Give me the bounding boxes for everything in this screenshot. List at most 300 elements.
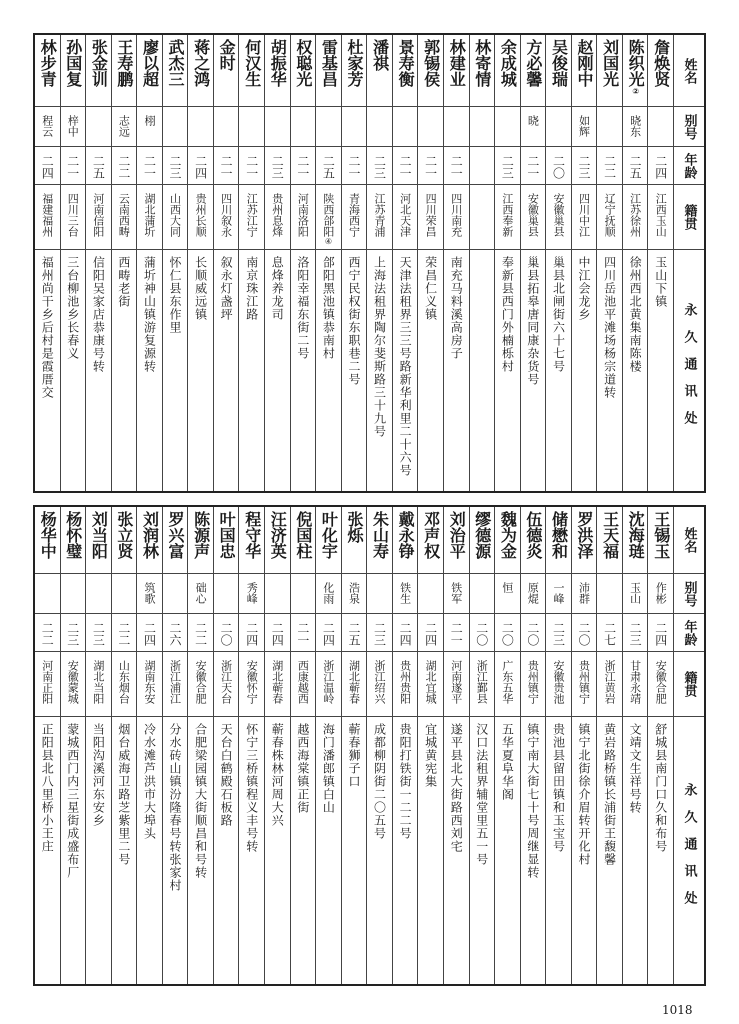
alias-text-wrap xyxy=(194,582,207,604)
origin-text-wrap xyxy=(629,193,642,237)
name-text: 孙国复 xyxy=(63,39,83,87)
name-cell xyxy=(265,35,290,107)
origin-text: 贵州贵阳 xyxy=(398,660,412,704)
address-text: 舒城县南门口久和布号 xyxy=(653,723,668,853)
age-text: 二〇 xyxy=(525,622,540,646)
name-text-wrap xyxy=(89,39,107,87)
alias-text: 程云 xyxy=(40,115,54,137)
origin-text: 贵州镇宁 xyxy=(577,660,591,704)
name-text-wrap xyxy=(217,511,235,559)
person-column xyxy=(213,35,239,491)
person-column xyxy=(35,507,60,984)
age-cell xyxy=(418,614,443,652)
origin-text: 青海西宁 xyxy=(347,193,361,237)
person-column xyxy=(647,507,673,984)
address-text: 烟台威海卫路芝紫里二号 xyxy=(116,723,131,866)
age-cell xyxy=(61,147,86,185)
age-text-wrap xyxy=(117,155,131,179)
origin-cell xyxy=(265,185,290,250)
alias-text: 晓东 xyxy=(628,115,642,137)
age-text: 二一 xyxy=(295,622,310,646)
origin-cell xyxy=(367,185,392,250)
origin-text-wrap xyxy=(424,193,437,237)
age-text: 二四 xyxy=(321,622,336,646)
address-cell xyxy=(265,717,290,984)
name-cell xyxy=(239,507,264,574)
address-cell xyxy=(648,250,673,491)
person-column xyxy=(238,507,264,984)
alias-cell xyxy=(470,574,495,614)
age-text-wrap xyxy=(475,622,489,646)
origin-text-wrap xyxy=(424,660,437,704)
address-cell xyxy=(239,250,264,491)
origin-cell xyxy=(291,652,316,717)
address-cell xyxy=(470,717,495,984)
origin-cell xyxy=(342,185,367,250)
name-cell xyxy=(444,35,469,107)
origin-cell xyxy=(163,652,188,717)
name-text: 刘润林 xyxy=(140,511,160,559)
address-text: 洛阳幸福东街二号 xyxy=(295,256,310,360)
name-text-wrap xyxy=(371,511,389,559)
alias-cell xyxy=(418,107,443,147)
origin-text: 河南正阳 xyxy=(40,660,54,704)
name-text: 程守华 xyxy=(242,511,262,559)
age-text: 二三 xyxy=(500,155,515,179)
name-text-wrap xyxy=(626,511,644,559)
origin-text-wrap xyxy=(194,193,207,237)
roster-table-upper xyxy=(33,33,706,493)
address-text: 巢县北闸街六十七号 xyxy=(551,256,566,373)
alias-text: 秀峰 xyxy=(245,582,259,604)
alias-text: 玉山 xyxy=(628,582,642,604)
alias-cell xyxy=(470,107,495,147)
age-cell xyxy=(597,147,622,185)
age-text-wrap xyxy=(500,622,514,646)
age-text: 二三 xyxy=(65,622,80,646)
address-text: 三台柳池乡长春义 xyxy=(65,256,80,360)
person-column xyxy=(187,507,213,984)
address-text-wrap xyxy=(194,723,208,879)
age-text: 二一 xyxy=(65,155,80,179)
age-cell xyxy=(367,147,392,185)
name-text: 余成城 xyxy=(498,39,518,87)
origin-text: 安徽贵池 xyxy=(551,660,565,704)
alias-cell xyxy=(61,574,86,614)
person-column xyxy=(238,35,264,491)
name-cell xyxy=(623,35,648,107)
age-text: 二二 xyxy=(602,155,617,179)
age-cell xyxy=(188,614,213,652)
name-text: 王锡玉 xyxy=(651,511,671,559)
name-text: 吴俊瑞 xyxy=(549,39,569,87)
header-address xyxy=(674,250,704,491)
name-cell xyxy=(572,35,597,107)
origin-text: 安徽合肥 xyxy=(194,660,208,704)
name-cell xyxy=(137,35,162,107)
alias-cell xyxy=(623,107,648,147)
origin-cell xyxy=(572,185,597,250)
origin-cell xyxy=(444,652,469,717)
origin-text-wrap xyxy=(194,660,207,704)
origin-text-wrap xyxy=(271,193,284,237)
header-age xyxy=(674,614,704,652)
alias-cell xyxy=(188,574,213,614)
age-text: 二四 xyxy=(193,155,208,179)
name-text-wrap xyxy=(294,511,312,559)
age-text: 二四 xyxy=(398,622,413,646)
age-text-wrap xyxy=(91,622,105,646)
header-column xyxy=(673,507,704,984)
origin-text: 浙江天台 xyxy=(219,660,233,704)
name-text: 张立贤 xyxy=(114,511,134,559)
alias-cell xyxy=(265,574,290,614)
origin-text: 四川三台 xyxy=(66,193,80,237)
header-label: 年龄 xyxy=(681,152,697,179)
origin-cell xyxy=(495,185,520,250)
origin-cell xyxy=(316,652,341,717)
age-text: 二三 xyxy=(551,622,566,646)
origin-text-wrap xyxy=(322,193,335,246)
name-text-wrap xyxy=(140,39,158,87)
age-cell xyxy=(163,614,188,652)
name-text: 陈源声 xyxy=(191,511,211,559)
origin-text: 浙江鄞县 xyxy=(475,660,489,704)
name-text-wrap xyxy=(268,39,286,87)
origin-text: 湖北蕲春 xyxy=(347,660,361,704)
header-alias xyxy=(674,574,704,614)
name-cell xyxy=(35,507,60,574)
person-column xyxy=(366,35,392,491)
age-cell xyxy=(342,614,367,652)
alias-text: 晓 xyxy=(526,115,540,126)
address-text-wrap xyxy=(117,723,131,866)
header-label: 籍贯 xyxy=(681,204,697,230)
origin-text-wrap xyxy=(526,193,539,237)
address-text-wrap xyxy=(398,256,412,477)
origin-cell xyxy=(648,185,673,250)
origin-text-wrap xyxy=(399,660,412,704)
alias-cell xyxy=(291,574,316,614)
origin-cell xyxy=(367,652,392,717)
alias-text-wrap xyxy=(654,582,667,604)
address-cell xyxy=(418,717,443,984)
alias-cell xyxy=(137,107,162,147)
origin-text-wrap xyxy=(347,193,360,237)
name-cell xyxy=(393,507,418,574)
age-text: 二一 xyxy=(423,155,438,179)
address-text: 郃阳黑池镇恭南村 xyxy=(321,256,336,360)
address-cell xyxy=(214,717,239,984)
alias-cell xyxy=(521,107,546,147)
address-cell xyxy=(239,717,264,984)
age-text-wrap xyxy=(194,155,208,179)
address-text: 玉山下镇 xyxy=(653,256,668,308)
age-cell xyxy=(188,147,213,185)
origin-text-wrap xyxy=(169,193,182,237)
name-text-wrap xyxy=(268,511,286,559)
alias-cell xyxy=(163,107,188,147)
person-column xyxy=(622,507,648,984)
name-text-wrap xyxy=(166,511,184,559)
age-text: 二五 xyxy=(321,155,336,179)
name-text: 方必馨 xyxy=(523,39,543,87)
address-text: 蕲春株林河周大兴 xyxy=(270,723,285,827)
name-text: 张金训 xyxy=(89,39,109,87)
person-column xyxy=(290,35,316,491)
origin-text-wrap xyxy=(66,660,79,704)
origin-cell xyxy=(265,652,290,717)
age-text: 二三 xyxy=(168,155,183,179)
age-cell xyxy=(546,614,571,652)
person-column xyxy=(341,35,367,491)
address-text-wrap xyxy=(526,256,540,386)
origin-text: 福建福州 xyxy=(40,193,54,237)
origin-cell xyxy=(572,652,597,717)
name-text: 倪国柱 xyxy=(293,511,313,559)
name-cell xyxy=(137,507,162,574)
name-text-wrap xyxy=(396,39,414,87)
origin-cell xyxy=(470,185,495,250)
header-label: 永久通讯处 xyxy=(681,783,697,918)
age-text-wrap xyxy=(347,155,361,179)
origin-cell xyxy=(623,185,648,250)
name-text-wrap xyxy=(115,511,133,559)
alias-text-wrap xyxy=(143,115,156,126)
alias-cell xyxy=(546,107,571,147)
address-text-wrap xyxy=(40,256,54,399)
alias-text-wrap xyxy=(117,115,130,137)
age-cell xyxy=(470,147,495,185)
address-text: 贵池县留田镇和玉宝号 xyxy=(551,723,566,853)
address-text: 怀仁县东作里 xyxy=(168,256,183,334)
age-text-wrap xyxy=(551,155,565,179)
alias-cell xyxy=(188,107,213,147)
address-text-wrap xyxy=(91,256,105,373)
address-cell xyxy=(393,250,418,491)
origin-text-wrap xyxy=(117,193,130,237)
address-cell xyxy=(61,717,86,984)
origin-text: 浙江黄岩 xyxy=(603,660,617,704)
origin-cell xyxy=(393,652,418,717)
name-cell xyxy=(572,507,597,574)
address-cell xyxy=(444,717,469,984)
name-cell xyxy=(623,507,648,574)
alias-text: 一峰 xyxy=(551,582,565,604)
origin-cell xyxy=(316,185,341,250)
origin-cell xyxy=(546,185,571,250)
address-text-wrap xyxy=(142,723,156,840)
origin-text: 河南遂平 xyxy=(449,660,463,704)
alias-cell xyxy=(623,574,648,614)
name-text: 林步青 xyxy=(38,39,58,87)
alias-text: 梓中 xyxy=(66,115,80,137)
address-text-wrap xyxy=(245,723,259,853)
origin-cell xyxy=(188,652,213,717)
address-cell xyxy=(291,717,316,984)
origin-text-wrap xyxy=(220,193,233,237)
origin-text-wrap xyxy=(603,193,616,237)
name-text-wrap xyxy=(447,39,465,87)
address-text: 遂平县北大街路西刘宅 xyxy=(449,723,464,853)
origin-text-wrap xyxy=(322,660,335,704)
age-text-wrap xyxy=(500,155,514,179)
name-text: 缪德源 xyxy=(472,511,492,559)
origin-cell xyxy=(35,652,60,717)
address-text-wrap xyxy=(168,256,182,334)
person-column xyxy=(545,507,571,984)
person-column xyxy=(494,507,520,984)
name-text: 邓声权 xyxy=(421,511,441,559)
header-label: 永久通讯处 xyxy=(681,303,697,438)
person-column xyxy=(469,507,495,984)
age-text-wrap xyxy=(398,622,412,646)
address-cell xyxy=(444,250,469,491)
address-text-wrap xyxy=(219,256,233,321)
age-cell xyxy=(86,614,111,652)
age-text-wrap xyxy=(526,155,540,179)
person-column xyxy=(417,507,443,984)
person-column xyxy=(417,35,443,491)
address-text: 宜城黄宪集 xyxy=(423,723,438,788)
origin-text: 浙江绍兴 xyxy=(373,660,387,704)
address-text-wrap xyxy=(449,256,463,360)
alias-cell xyxy=(239,107,264,147)
alias-text-wrap xyxy=(578,115,591,137)
name-text: 储懋和 xyxy=(549,511,569,559)
header-label: 别号 xyxy=(681,580,697,607)
address-text: 西畴老街 xyxy=(116,256,131,308)
origin-text-wrap xyxy=(399,193,412,237)
address-text: 蕲春狮子口 xyxy=(346,723,361,788)
alias-cell xyxy=(521,574,546,614)
name-text: 金时 xyxy=(217,39,237,71)
age-text: 二一 xyxy=(525,155,540,179)
age-text-wrap xyxy=(373,155,387,179)
age-text-wrap xyxy=(526,622,540,646)
name-cell xyxy=(214,35,239,107)
address-cell xyxy=(572,717,597,984)
alias-cell xyxy=(163,574,188,614)
age-cell xyxy=(597,614,622,652)
name-cell xyxy=(188,35,213,107)
address-text-wrap xyxy=(219,723,233,827)
alias-text: 栩 xyxy=(142,115,156,126)
person-column xyxy=(341,507,367,984)
name-text-wrap xyxy=(473,39,491,87)
alias-text: 原焜 xyxy=(526,582,540,604)
name-cell xyxy=(163,35,188,107)
name-text: 杨怀璧 xyxy=(63,511,83,559)
address-text-wrap xyxy=(270,256,284,321)
person-column xyxy=(443,507,469,984)
address-text: 南京珠江路 xyxy=(244,256,259,321)
origin-cell xyxy=(86,652,111,717)
alias-text-wrap xyxy=(501,582,514,593)
person-column xyxy=(60,507,86,984)
origin-text-wrap xyxy=(552,660,565,704)
origin-text-wrap xyxy=(578,660,591,704)
origin-text: 江西玉山 xyxy=(654,193,668,237)
address-text-wrap xyxy=(551,723,565,853)
origin-text-wrap xyxy=(245,193,258,237)
age-text-wrap xyxy=(321,155,335,179)
address-text: 蒲圻神山镇游复源转 xyxy=(142,256,157,373)
age-text: 二四 xyxy=(423,622,438,646)
age-cell xyxy=(393,147,418,185)
name-cell xyxy=(495,507,520,574)
age-text: 二三 xyxy=(372,622,387,646)
alias-cell xyxy=(572,107,597,147)
address-cell xyxy=(367,717,392,984)
address-text-wrap xyxy=(296,723,310,814)
age-cell xyxy=(35,147,60,185)
address-text: 天津法租界三三号路新华利里二十六号 xyxy=(398,256,413,477)
name-text: 陈织光 xyxy=(626,39,646,87)
origin-cell xyxy=(521,652,546,717)
origin-cell xyxy=(61,652,86,717)
alias-cell xyxy=(316,107,341,147)
name-text: 詹焕贤 xyxy=(651,39,671,87)
name-text: 刘治平 xyxy=(447,511,467,559)
name-text: 林建业 xyxy=(447,39,467,87)
address-cell xyxy=(163,250,188,491)
origin-text-wrap xyxy=(654,660,667,704)
name-cell xyxy=(597,35,622,107)
alias-text-wrap xyxy=(245,582,258,604)
age-text: 二三 xyxy=(91,622,106,646)
footnote-marker: ② xyxy=(631,87,641,96)
address-text-wrap xyxy=(347,723,361,788)
origin-text-wrap xyxy=(296,193,309,237)
name-text-wrap xyxy=(575,39,593,87)
address-text: 蒙城西门内三星街成盛布厂 xyxy=(65,723,80,879)
address-cell xyxy=(86,250,111,491)
origin-text: 河南信阳 xyxy=(91,193,105,237)
alias-text: 铁生 xyxy=(398,582,412,604)
name-cell xyxy=(444,507,469,574)
address-cell xyxy=(648,717,673,984)
origin-text: 四川中江 xyxy=(577,193,591,237)
alias-cell xyxy=(648,574,673,614)
age-text-wrap xyxy=(424,622,438,646)
alias-cell xyxy=(214,107,239,147)
header-column xyxy=(673,35,704,491)
age-cell xyxy=(112,614,137,652)
name-cell xyxy=(367,35,392,107)
origin-text-wrap xyxy=(450,660,463,704)
address-cell xyxy=(521,250,546,491)
address-cell xyxy=(342,250,367,491)
age-cell xyxy=(86,147,111,185)
address-text-wrap xyxy=(66,723,80,879)
origin-cell xyxy=(112,185,137,250)
age-cell xyxy=(495,614,520,652)
person-column xyxy=(162,35,188,491)
age-cell xyxy=(316,147,341,185)
origin-cell xyxy=(188,185,213,250)
name-text: 刘国光 xyxy=(600,39,620,87)
alias-cell xyxy=(367,574,392,614)
name-cell xyxy=(163,507,188,574)
address-cell xyxy=(61,250,86,491)
name-text-wrap xyxy=(38,39,56,87)
address-text-wrap xyxy=(321,723,335,814)
age-text: 二一 xyxy=(449,155,464,179)
address-text: 黄岩路桥镇长浦街王馥馨 xyxy=(602,723,617,866)
name-text: 何汉生 xyxy=(242,39,262,87)
age-text: 二六 xyxy=(168,622,183,646)
